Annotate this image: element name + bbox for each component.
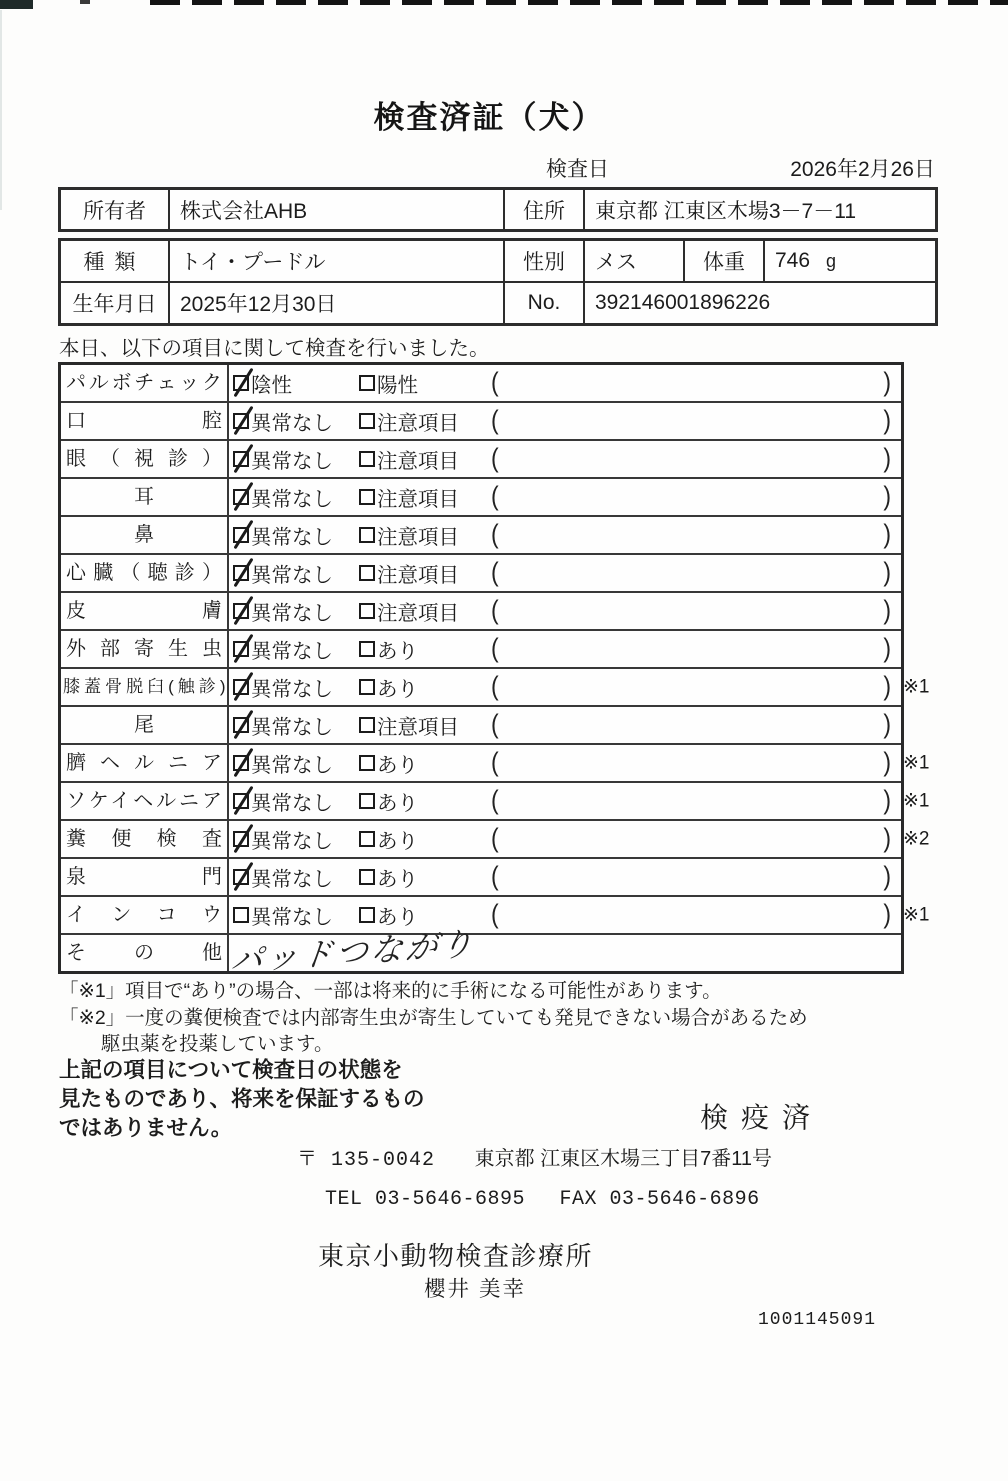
result-option-primary — [233, 482, 333, 512]
result-option-primary-label: 異常なし — [251, 640, 333, 663]
inspection-item-label: 糞便検査 — [61, 821, 229, 857]
inspection-item-label: 外部寄生虫 — [61, 631, 229, 667]
result-option-secondary — [359, 862, 418, 892]
result-option-primary — [233, 900, 333, 930]
footnote-marker: ※1 — [903, 676, 930, 698]
result-option-secondary — [359, 748, 418, 778]
inspection-row-content — [229, 517, 901, 553]
inspection-row-content — [229, 669, 901, 705]
disclaimer-line-3: ではありません。 — [59, 1116, 233, 1140]
owner-table — [58, 187, 938, 232]
checkbox-secondary — [359, 907, 375, 923]
clinic-fax: FAX 03-5646-6896 — [559, 1188, 760, 1211]
result-option-primary-label: 異常なし — [251, 678, 333, 701]
inspection-item-label: その他 — [61, 935, 229, 971]
result-option-primary — [233, 634, 333, 664]
checkbox-secondary — [359, 869, 375, 885]
veterinarian-name: 櫻井 美幸 — [424, 1277, 526, 1301]
remarks-paren-open: ( — [491, 518, 499, 549]
checkbox-secondary — [359, 527, 375, 543]
result-option-secondary — [359, 520, 459, 550]
inspection-row-content — [229, 783, 901, 819]
inspection-row — [61, 857, 901, 895]
checkbox-secondary — [359, 375, 375, 391]
pet-table — [58, 238, 938, 326]
breed-label: 種類 — [83, 251, 146, 274]
handwritten-note: パッドつながり — [229, 925, 478, 979]
result-option-primary-label: 異常なし — [251, 906, 333, 929]
inspection-item-label: 耳 — [61, 479, 229, 515]
clinic-tel-line — [325, 1188, 760, 1211]
remarks-paren-close: ) — [883, 860, 891, 891]
exam-date-label: 検査日 — [546, 158, 609, 181]
weight-label: 体重 — [683, 241, 763, 281]
address-value: 東京都 江東区木場3－7－11 — [583, 190, 935, 229]
inspection-item-label: 膝蓋骨脱臼(触診) — [61, 669, 229, 705]
inspection-row — [61, 743, 930, 781]
result-option-secondary — [359, 482, 459, 512]
result-option-primary — [233, 520, 333, 550]
result-option-primary-label: 異常なし — [251, 564, 333, 587]
remarks-paren-close: ) — [883, 518, 891, 549]
result-option-primary-label: 異常なし — [251, 412, 333, 435]
weight-unit: g — [826, 250, 837, 271]
result-option-secondary — [359, 444, 459, 474]
result-option-primary-label: 陰性 — [251, 374, 292, 397]
checkbox-secondary — [359, 489, 375, 505]
inspection-item-label: ソケイヘルニア — [61, 783, 229, 819]
inspection-row — [61, 629, 901, 667]
inspection-row — [61, 477, 901, 515]
remarks-paren-open: ( — [491, 404, 499, 435]
inspection-row-content — [229, 925, 901, 979]
checkbox-secondary — [359, 603, 375, 619]
address-label: 住所 — [503, 190, 583, 229]
inspection-row-content — [229, 859, 901, 895]
checkbox-primary — [233, 413, 249, 429]
inspection-item-label: 口腔 — [61, 403, 229, 439]
clinic-address: 東京都 江東区木場三丁目7番11号 — [474, 1148, 773, 1170]
scan-perforation-strip — [150, 0, 1008, 5]
inspection-item-label: インコウ — [61, 897, 229, 933]
checkbox-primary — [233, 793, 249, 809]
checkbox-primary — [233, 717, 249, 733]
sex-value: メス — [583, 241, 683, 281]
result-option-secondary-label: あり — [377, 906, 418, 929]
clinic-postal-code: 〒 135-0042 — [297, 1149, 436, 1172]
inspection-item-label: 心臓（聴診） — [61, 555, 229, 591]
remarks-paren-open: ( — [491, 860, 499, 891]
checkbox-secondary — [359, 755, 375, 771]
result-option-primary — [233, 748, 333, 778]
result-option-primary-label: 異常なし — [251, 488, 333, 511]
result-option-secondary-label: 陽性 — [377, 374, 418, 397]
footnotes-block — [59, 978, 808, 1058]
remarks-paren-close: ) — [883, 670, 891, 701]
remarks-paren-open: ( — [491, 898, 499, 929]
result-option-secondary — [359, 596, 459, 626]
result-option-primary — [233, 786, 333, 816]
result-option-primary — [233, 444, 333, 474]
remarks-paren-close: ) — [883, 556, 891, 587]
footnote-1: 「※1」項目で“あり”の場合、一部は将来的に手術になる可能性があります。 — [59, 980, 722, 1002]
footnote-2-continued: 駆虫薬を投薬しています。 — [101, 1033, 334, 1055]
result-option-primary-label: 異常なし — [251, 830, 333, 853]
checkbox-secondary — [359, 831, 375, 847]
remarks-paren-close: ) — [883, 442, 891, 473]
inspection-item-label: 臍ヘルニア — [61, 745, 229, 781]
result-option-secondary-label: あり — [377, 640, 418, 663]
result-option-secondary — [359, 406, 459, 436]
checkbox-primary — [233, 375, 249, 391]
checkbox-primary — [233, 565, 249, 581]
checkbox-secondary — [359, 793, 375, 809]
result-option-secondary-label: 注意項目 — [377, 488, 459, 511]
inspection-row-content — [229, 479, 901, 515]
result-option-secondary-label: あり — [377, 754, 418, 777]
footnote-marker: ※1 — [903, 904, 930, 926]
pet-table-row-2 — [61, 281, 935, 323]
remarks-paren-close: ) — [883, 594, 891, 625]
result-option-primary-label: 異常なし — [251, 450, 333, 473]
inspection-row-content — [229, 365, 901, 401]
checkbox-secondary — [359, 565, 375, 581]
result-option-primary-label: 異常なし — [251, 754, 333, 777]
result-option-primary — [233, 824, 333, 854]
checkbox-secondary — [359, 679, 375, 695]
remarks-paren-open: ( — [491, 784, 499, 815]
inspection-table — [58, 362, 930, 979]
result-option-primary — [233, 558, 333, 588]
remarks-paren-close: ) — [883, 480, 891, 511]
pet-table-row-1 — [61, 241, 935, 281]
inspection-row-content — [229, 593, 901, 629]
no-label: No. — [503, 283, 583, 323]
result-option-secondary-label: 注意項目 — [377, 716, 459, 739]
remarks-paren-close: ) — [883, 898, 891, 929]
inspection-row-content — [229, 403, 901, 439]
result-option-secondary — [359, 368, 418, 398]
clinic-tel: TEL 03-5646-6895 — [325, 1188, 526, 1211]
document-title: 検査済証（犬） — [373, 100, 605, 135]
result-option-primary-label: 異常なし — [251, 716, 333, 739]
checkbox-secondary — [359, 413, 375, 429]
remarks-paren-close: ) — [883, 822, 891, 853]
inspection-row — [61, 439, 901, 477]
remarks-paren-close: ) — [883, 632, 891, 663]
result-option-secondary-label: 注意項目 — [377, 602, 459, 625]
document-code: 1001145091 — [758, 1310, 877, 1330]
checkbox-primary — [233, 527, 249, 543]
checkbox-primary — [233, 603, 249, 619]
scan-dash-mark — [80, 0, 90, 4]
scan-corner-mark — [0, 0, 33, 9]
remarks-paren-close: ) — [883, 366, 891, 397]
exam-date-row — [58, 153, 938, 179]
owner-value: 株式会社AHB — [168, 190, 503, 229]
checkbox-primary — [233, 641, 249, 657]
inspection-row — [61, 895, 930, 933]
inspection-row — [61, 819, 930, 857]
remarks-paren-open: ( — [491, 556, 499, 587]
remarks-paren-open: ( — [491, 632, 499, 663]
checkbox-primary — [233, 679, 249, 695]
result-option-primary-label: 異常なし — [251, 602, 333, 625]
result-option-primary-label: 異常なし — [251, 868, 333, 891]
footnote-marker: ※2 — [903, 828, 930, 850]
checkbox-primary — [233, 831, 249, 847]
dob-value: 2025年12月30日 — [168, 283, 503, 323]
inspection-row-content — [229, 631, 901, 667]
result-option-primary — [233, 596, 333, 626]
inspection-row-content — [229, 707, 901, 743]
result-option-secondary — [359, 710, 459, 740]
checkbox-primary — [233, 869, 249, 885]
inspection-row — [61, 591, 901, 629]
result-option-secondary-label: あり — [377, 792, 418, 815]
footnote-marker: ※1 — [903, 790, 930, 812]
result-option-primary — [233, 672, 333, 702]
disclaimer-block — [59, 1056, 425, 1143]
footnote-marker: ※1 — [903, 752, 930, 774]
inspection-item-label: 眼（視診） — [61, 441, 229, 477]
disclaimer-line-1: 上記の項目について検査日の状態を — [59, 1058, 403, 1082]
result-option-secondary-label: あり — [377, 678, 418, 701]
inspection-row — [61, 401, 901, 439]
clinic-postal-line — [297, 1142, 772, 1172]
result-option-secondary — [359, 786, 418, 816]
remarks-paren-close: ) — [883, 404, 891, 435]
result-option-primary-label: 異常なし — [251, 526, 333, 549]
inspection-item-label: 泉門 — [61, 859, 229, 895]
result-option-primary — [233, 406, 333, 436]
inspection-item-label: 尾 — [61, 707, 229, 743]
remarks-paren-open: ( — [491, 594, 499, 625]
result-option-primary — [233, 368, 292, 398]
result-option-secondary-label: あり — [377, 830, 418, 853]
result-option-secondary-label: 注意項目 — [377, 450, 459, 473]
checkbox-primary — [233, 907, 249, 923]
result-option-secondary-label: 注意項目 — [377, 526, 459, 549]
dob-label: 生年月日 — [72, 293, 157, 316]
breed-value: トイ・プードル — [168, 241, 503, 281]
remarks-paren-open: ( — [491, 822, 499, 853]
inspection-item-label: 皮膚 — [61, 593, 229, 629]
inspection-row — [61, 667, 930, 705]
weight-value: 746 — [775, 249, 811, 272]
inspection-row-content — [229, 555, 901, 591]
inspection-row-content — [229, 745, 901, 781]
result-option-primary — [233, 710, 333, 740]
clinic-name: 東京小動物検査診療所 — [318, 1241, 594, 1271]
result-option-secondary-label: あり — [377, 868, 418, 891]
remarks-paren-open: ( — [491, 442, 499, 473]
remarks-paren-open: ( — [491, 480, 499, 511]
checkbox-secondary — [359, 641, 375, 657]
inspection-row — [61, 515, 901, 553]
weight-cell — [763, 241, 935, 281]
inspection-row-content — [229, 821, 901, 857]
intro-sentence: 本日、以下の項目に関して検査を行いました。 — [59, 337, 490, 360]
checkbox-primary — [233, 755, 249, 771]
result-option-primary-label: 異常なし — [251, 792, 333, 815]
result-option-secondary — [359, 558, 459, 588]
checkbox-primary — [233, 489, 249, 505]
inspection-row — [61, 925, 901, 979]
inspection-row — [61, 705, 901, 743]
owner-label: 所有者 — [83, 199, 146, 223]
result-option-primary — [233, 862, 333, 892]
inspection-row-content — [229, 441, 901, 477]
inspection-row — [61, 781, 930, 819]
remarks-paren-open: ( — [491, 366, 499, 397]
remarks-paren-close: ) — [883, 746, 891, 777]
inspection-row — [61, 553, 901, 591]
result-option-secondary — [359, 634, 418, 664]
remarks-paren-close: ) — [883, 784, 891, 815]
checkbox-primary — [233, 451, 249, 467]
checkbox-secondary — [359, 717, 375, 733]
result-option-secondary — [359, 672, 418, 702]
inspection-item-label: 鼻 — [61, 517, 229, 553]
disclaimer-line-2: 見たものであり、将来を保証するもの — [59, 1087, 425, 1111]
exam-date-value: 2026年2月26日 — [790, 158, 935, 181]
footnote-2: 「※2」一度の糞便検査では内部寄生虫が寄生していても発見できない場合があるため — [59, 1006, 808, 1029]
remarks-paren-open: ( — [491, 670, 499, 701]
result-option-secondary-label: 注意項目 — [377, 412, 459, 435]
inspection-item-label: パルボチェック — [61, 365, 229, 401]
result-option-secondary-label: 注意項目 — [377, 564, 459, 587]
sex-label: 性別 — [503, 241, 583, 281]
remarks-paren-open: ( — [491, 746, 499, 777]
no-value: 392146001896226 — [583, 283, 935, 323]
remarks-paren-close: ) — [883, 708, 891, 739]
result-option-secondary — [359, 824, 418, 854]
remarks-paren-open: ( — [491, 708, 499, 739]
checkbox-secondary — [359, 451, 375, 467]
inspection-row — [61, 365, 901, 401]
quarantine-stamp: 検疫済 — [700, 1102, 824, 1133]
